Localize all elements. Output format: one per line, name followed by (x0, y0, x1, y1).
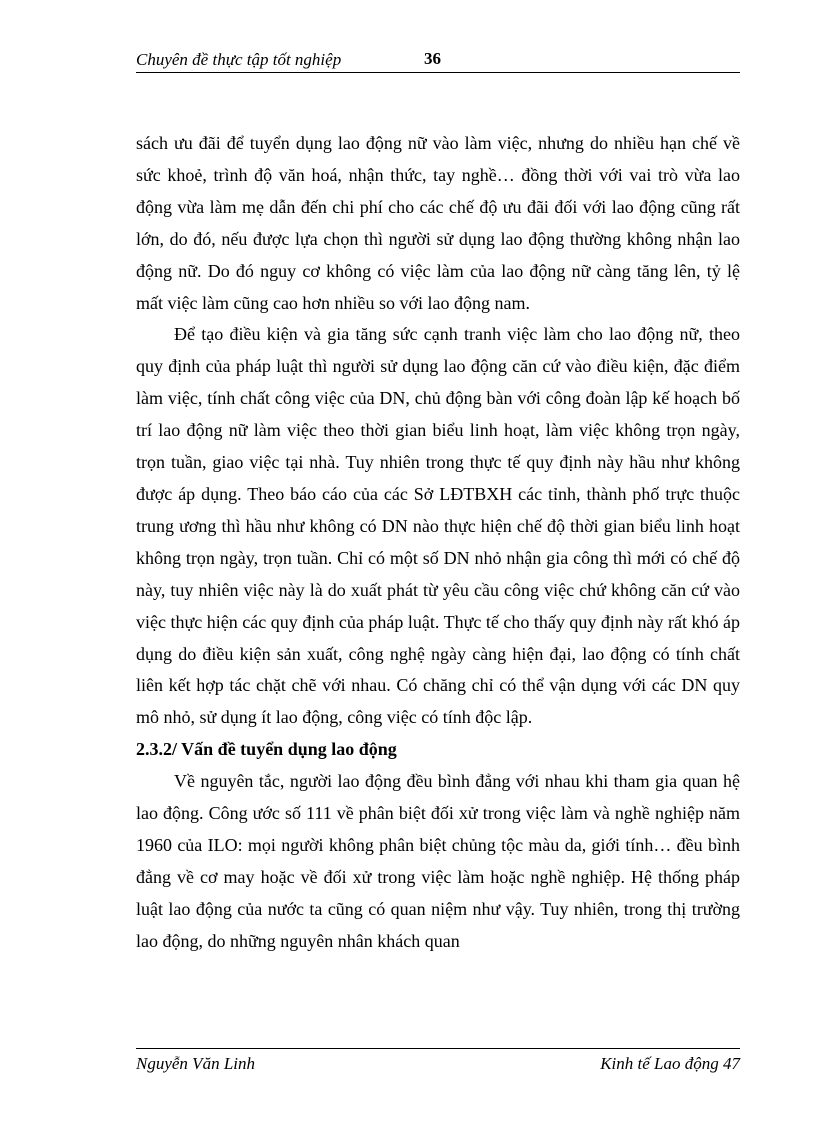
author-name: Nguyễn Văn Linh (136, 1054, 255, 1073)
page-header (136, 48, 740, 73)
paragraph-3: Về nguyên tắc, người lao động đều bình đẳng với nhau khi tham gia quan hệ lao động. Công ước số 111 về phân biệt đối xử trong việc làm và nghề nghiệp năm 1960 của ILO: mọi người không phân biệt chủng tộc màu da, giới tính… đều bình đẳng về cơ may hoặc về đối xử trong việc làm hoặc nghề nghiệp. Hệ thống pháp luật lao động của nước ta cũng có quan niệm như vậy. Tuy nhiên, trong thị trường lao động, do những nguyên nhân khách quan (136, 771, 740, 951)
page-footer (136, 1048, 740, 1073)
paragraph-2: Để tạo điều kiện và gia tăng sức cạnh tranh việc làm cho lao động nữ, theo quy định của pháp luật thì người sử dụng lao động căn cứ vào điều kiện, đặc điểm làm việc, tính chất công việc của DN, chủ động bàn với công đoàn lập kế hoạch bố trí lao động nữ làm việc theo thời gian biểu linh hoạt, làm việc không trọn ngày, trọn tuần, giao việc tại nhà. Tuy nhiên trong thực tế quy định này hầu như không được áp dụng. Theo báo cáo của các Sở LĐTBXH các tỉnh, thành phố trực thuộc trung ương thì hầu như không có DN nào thực hiện chế độ thời gian biểu linh hoạt không trọn ngày, trọn tuần. Chỉ có một số DN nhỏ nhận gia công thì mới có chế độ này, tuy nhiên việc này là do xuất phát từ yêu cầu công việc chứ không căn cứ vào việc thực hiện các quy định của pháp luật. Thực tế cho thấy quy định này rất khó áp dụng do điều kiện sản xuất, công nghệ ngày càng hiện đại, lao động có tính chất liên kết hợp tác chặt chẽ với nhau. Có chăng chỉ có thể vận dụng với các DN quy mô nhỏ, sử dụng ít lao động, công việc có tính độc lập. (136, 324, 740, 728)
paragraph-1: sách ưu đãi để tuyển dụng lao động nữ vào làm việc, nhưng do nhiều hạn chế về sức khoẻ, trình độ văn hoá, nhận thức, tay nghề… đồng thời với vai trò vừa lao động vừa làm mẹ dẫn đến chi phí cho các chế độ ưu đãi đối với lao động cũng rất lớn, do đó, nếu được lựa chọn thì người sử dụng lao động thường không nhận lao động nữ. Do đó nguy cơ không có việc làm của lao động nữ càng tăng lên, tỷ lệ mất việc làm cũng cao hơn nhiều so với lao động nam. (136, 133, 740, 313)
document-title: Chuyên đề thực tập tốt nghiệp (136, 50, 342, 69)
page-number: 36 (424, 49, 441, 68)
section-heading: 2.3.2/ Vấn đề tuyển dụng lao động (136, 739, 397, 760)
document-body (136, 128, 740, 958)
department-label: Kinh tế Lao động 47 (600, 1054, 740, 1073)
